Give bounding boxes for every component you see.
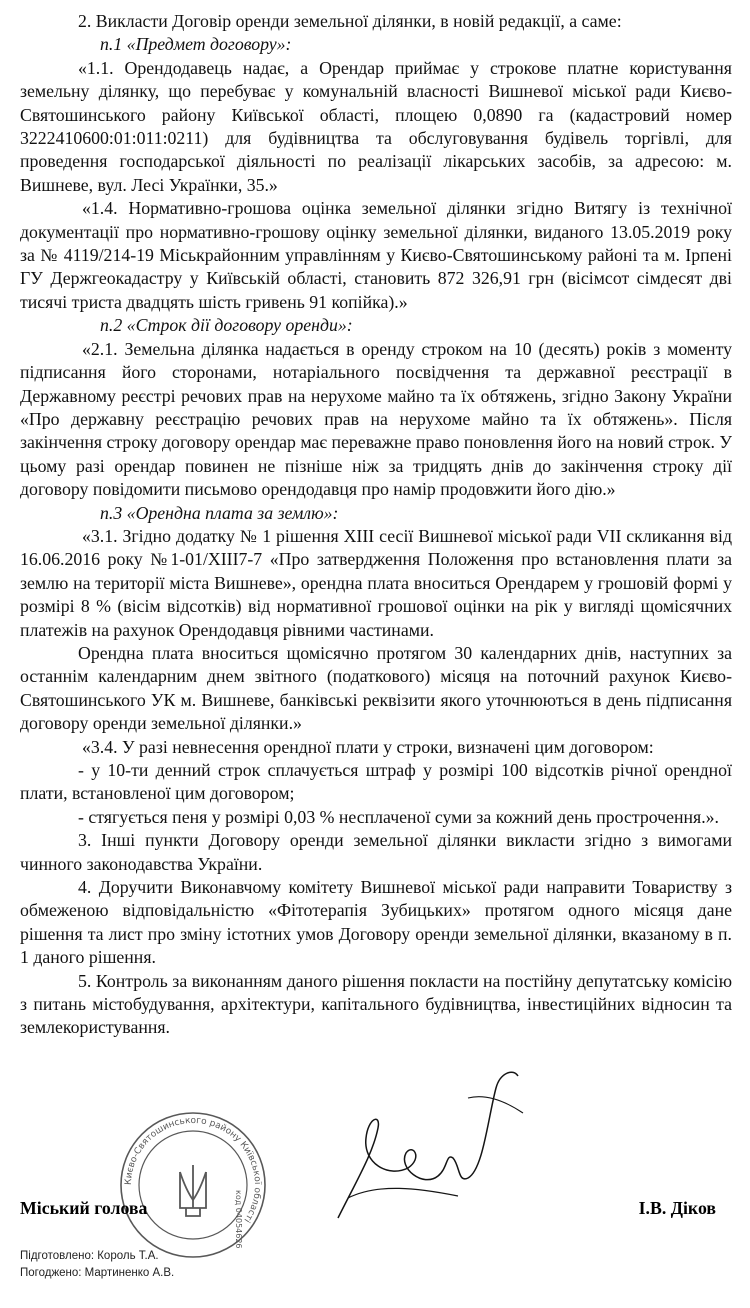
official-seal-stamp: [118, 1110, 268, 1260]
paragraph-1-1: «1.1. Орендодавець надає, а Орендар приймає у строкове платне користування земельну ділянку, що перебуває у комунальній власності Вишневої міської ради Києво-Святошинського району Київської області, площею 0,0890 га (кадастровий номер 3222410600:01:011:0211) для будівництва та обслуговування будівель торгівлі, для проведення господарської діяльності по реалізації лікарських засобів, за адресою: м. Вишневе, вул. Лесі Українки, 35.»: [20, 57, 732, 195]
seal-code-text: код 04054626: [234, 1190, 243, 1249]
paragraph-3-1-continued: Орендна плата вноситься щомісячно протягом 30 календарних днів, наступних за останнім календарним днем звітного (податкового) місяця на поточний рахунок Києво-Святошинського УК м. Вишневе, банківські реквізити якого уточнюються в день підписання договору оренди земельної ділянки.»: [20, 642, 732, 734]
signatory-title: Міський голова: [20, 1198, 148, 1218]
prepared-by: Підготовлено: Король Т.А.: [20, 1250, 159, 1262]
paragraph-intro: 2. Викласти Договір оренди земельної ділянки, в новій редакції, а саме:: [78, 11, 622, 31]
seal-ring-text: Києво-Святошинського району Київської області: [123, 1115, 263, 1225]
paragraph-3: 3. Інші пункти Договору оренди земельної ділянки викласти згідно з вимогами чинного законодавства України.: [20, 830, 732, 874]
section-heading-3: п.3 «Орендна плата за землю»:: [100, 502, 339, 523]
paragraph-2-1: «2.1. Земельна ділянка надається в оренду строком на 10 (десять) років з моменту підписання його сторонами, нотаріального посвідчення та державної реєстрації в Державному реєстрі речових прав на нерухоме майно та їх обтяжень, згідно Закону України «Про державну реєстрацію речових прав на нерухоме майно та їх обтяжень». Після закінчення строку договору орендар має переважне право поновлення його на новий строк. У цьому разі орендар повинен не пізніше ніж за тридцять днів до закінчення строку дії договору повідомити письмово орендодавця про намір продовжити його дію.»: [20, 338, 732, 500]
section-heading-2: п.2 «Строк дії договору оренди»:: [100, 315, 353, 336]
paragraph-3-4: «3.4. У разі невнесення орендної плати у строки, визначені цим договором:: [82, 736, 654, 757]
agreed-by: Погоджено: Мартиненко А.В.: [20, 1267, 175, 1279]
paragraph-3-4-item-fine: - у 10-ти денний строк сплачується штраф у розмірі 100 відсотків річної орендної плати, встановленої цим договором;: [20, 760, 732, 804]
signature-block: [20, 1198, 732, 1219]
paragraph-5: 5. Контроль за виконанням даного рішення покласти на постійну депутатську комісію з питань містобудування, архітектури, капітального будівництва, інвестиційних відносин та землекористування.: [20, 970, 732, 1038]
section-heading-1: п.1 «Предмет договору»:: [100, 34, 292, 55]
signatory-name: І.В. Діков: [638, 1198, 716, 1218]
paragraph-3-4-item-penalty: - стягується пеня у розмірі 0,03 % несплаченої суми за кожний день прострочення.».: [78, 806, 719, 827]
paragraph-4: 4. Доручити Виконавчому комітету Вишневої міської ради направити Товариству з обмеженою відповідальністю «Фітотерапія Зубицьких» протягом одного місяця дане рішення та лист про зміну істотних умов Договору оренди земельної ділянки, вказаному в п. 1 даного рішення.: [20, 877, 732, 968]
handwritten-signature: [318, 1058, 548, 1248]
paragraph-3-1: «3.1. Згідно додатку № 1 рішення XIII сесії Вишневої міської ради VII скликання від 16.06.2016 року №1-01/XIII7-7 «Про затвердження Положення про встановлення плати за землю на території міста Вишневе», орендна плата вноситься Орендарем у грошовій формі у розмірі 8 % (вісім відсотків) від нормативної грошової оцінки на рік у вигляді щомісячних платежів на рахунок Орендодавця рівними частинами.: [20, 525, 732, 640]
document-footer: [20, 1248, 174, 1282]
paragraph-1-4: «1.4. Нормативно-грошова оцінка земельної ділянки згідно Витягу із технічної документації про нормативно-грошову оцінку земельної ділянки, виданого 13.05.2019 року за № 4119/214-19 Міськрайонним управлінням у Києво-Святошинському районі та м. Ірпені ГУ Держгеокадастру у Київській області, становить 872 326,91 грн (вісімсот сімдесят дві тисячі триста двадцять шість гривень 91 копійка).»: [20, 198, 732, 312]
